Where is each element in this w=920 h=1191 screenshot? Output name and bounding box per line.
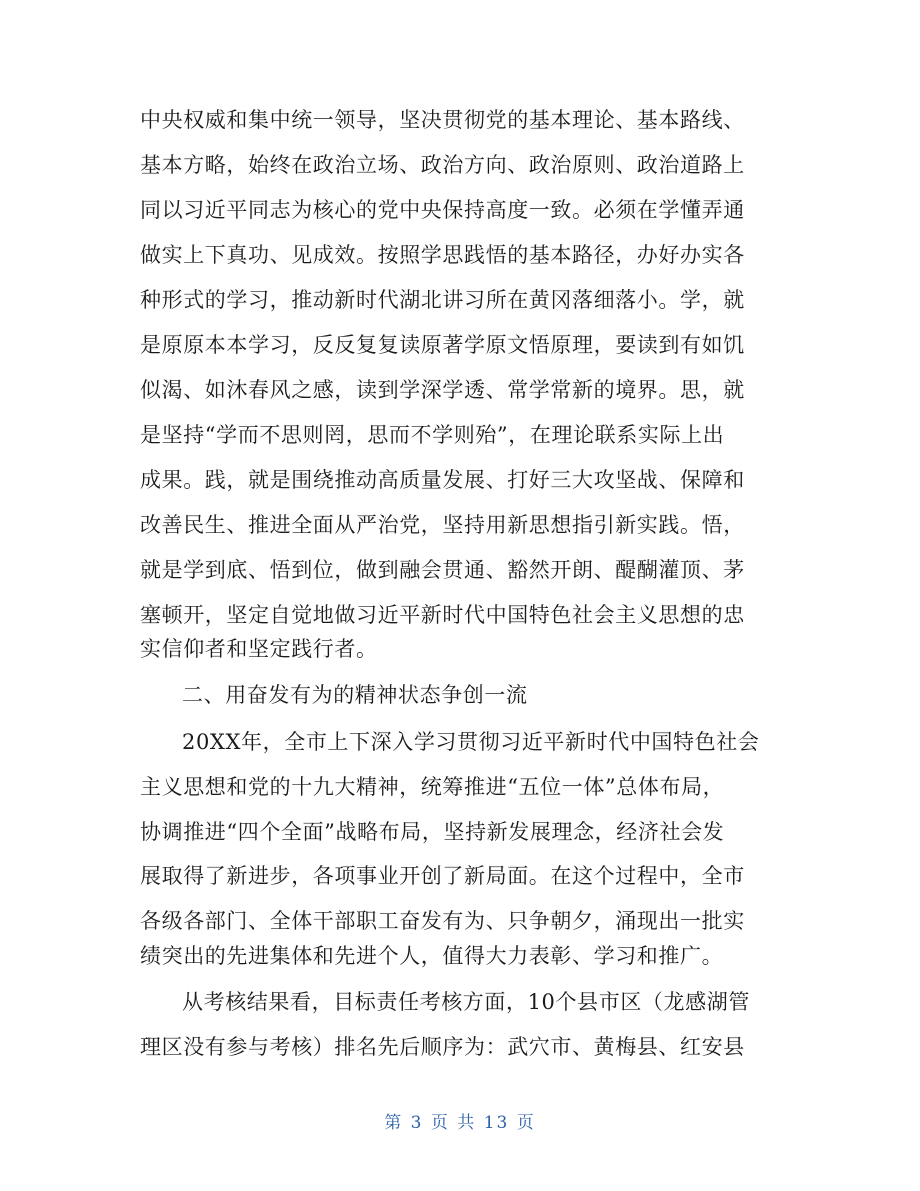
- paragraph-line: 基本方略，始终在政治立场、政治方向、政治原则、政治道路上: [140, 153, 745, 177]
- paragraph-line: 就是学到底、悟到位，做到融会贯通、豁然开朗、醍醐灌顶、茅: [140, 558, 745, 582]
- paragraph-line: 塞顿开，坚定自觉地做习近平新时代中国特色社会主义思想的忠: [140, 603, 745, 627]
- paragraph-line: 中央权威和集中统一领导，坚决贯彻党的基本理论、基本路线、: [140, 108, 745, 132]
- paragraph-line: 种形式的学习，推动新时代湖北讲习所在黄冈落细落小。学，就: [140, 288, 745, 312]
- paragraph-line: 协调推进“四个全面”战略布局，坚持新发展理念，经济社会发: [140, 820, 725, 844]
- paragraph-line: 主义思想和党的十九大精神，统筹推进“五位一体”总体布局，: [140, 775, 725, 799]
- paragraph-line: 从考核结果看，目标责任考核方面，10个县市区（龙感湖管: [182, 990, 750, 1014]
- paragraph-line: 展取得了新进步，各项事业开创了新局面。在这个过程中，全市: [140, 864, 745, 888]
- paragraph-line: 做实上下真功、见成效。按照学思践悟的基本路径，办好办实各: [140, 243, 745, 267]
- paragraph-line: 20XX年，全市上下深入学习贯彻习近平新时代中国特色社会: [182, 730, 760, 754]
- paragraph-line: 同以习近平同志为核心的党中央保持高度一致。必须在学懂弄通: [140, 198, 745, 222]
- paragraph-line: 理区没有参与考核）排名先后顺序为：武穴市、黄梅县、红安县: [140, 1035, 745, 1059]
- paragraph-line: 似渴、如沐春风之感，读到学深学透、常学常新的境界。思，就: [140, 378, 745, 402]
- paragraph-line: 改善民生、推进全面从严治党，坚持用新思想指引新实践。悟，: [140, 513, 745, 537]
- section-heading: 二、用奋发有为的精神状态争创一流: [182, 683, 528, 707]
- paragraph-line: 绩突出的先进集体和先进个人，值得大力表彰、学习和推广。: [140, 944, 724, 968]
- paragraph-line: 实信仰者和坚定践行者。: [140, 637, 378, 661]
- paragraph-line: 各级各部门、全体干部职工奋发有为、只争朝夕，涌现出一批实: [140, 909, 745, 933]
- paragraph-line: 是原原本本学习，反反复复读原著学原文悟原理，要读到有如饥: [140, 333, 745, 357]
- page-number-footer: 第 3 页 共 13 页: [384, 1113, 536, 1133]
- paragraph-line: 成果。践，就是围绕推动高质量发展、打好三大攻坚战、保障和: [140, 468, 745, 492]
- paragraph-line: 是坚持“学而不思则罔，思而不学则殆”，在理论联系实际上出: [140, 423, 725, 447]
